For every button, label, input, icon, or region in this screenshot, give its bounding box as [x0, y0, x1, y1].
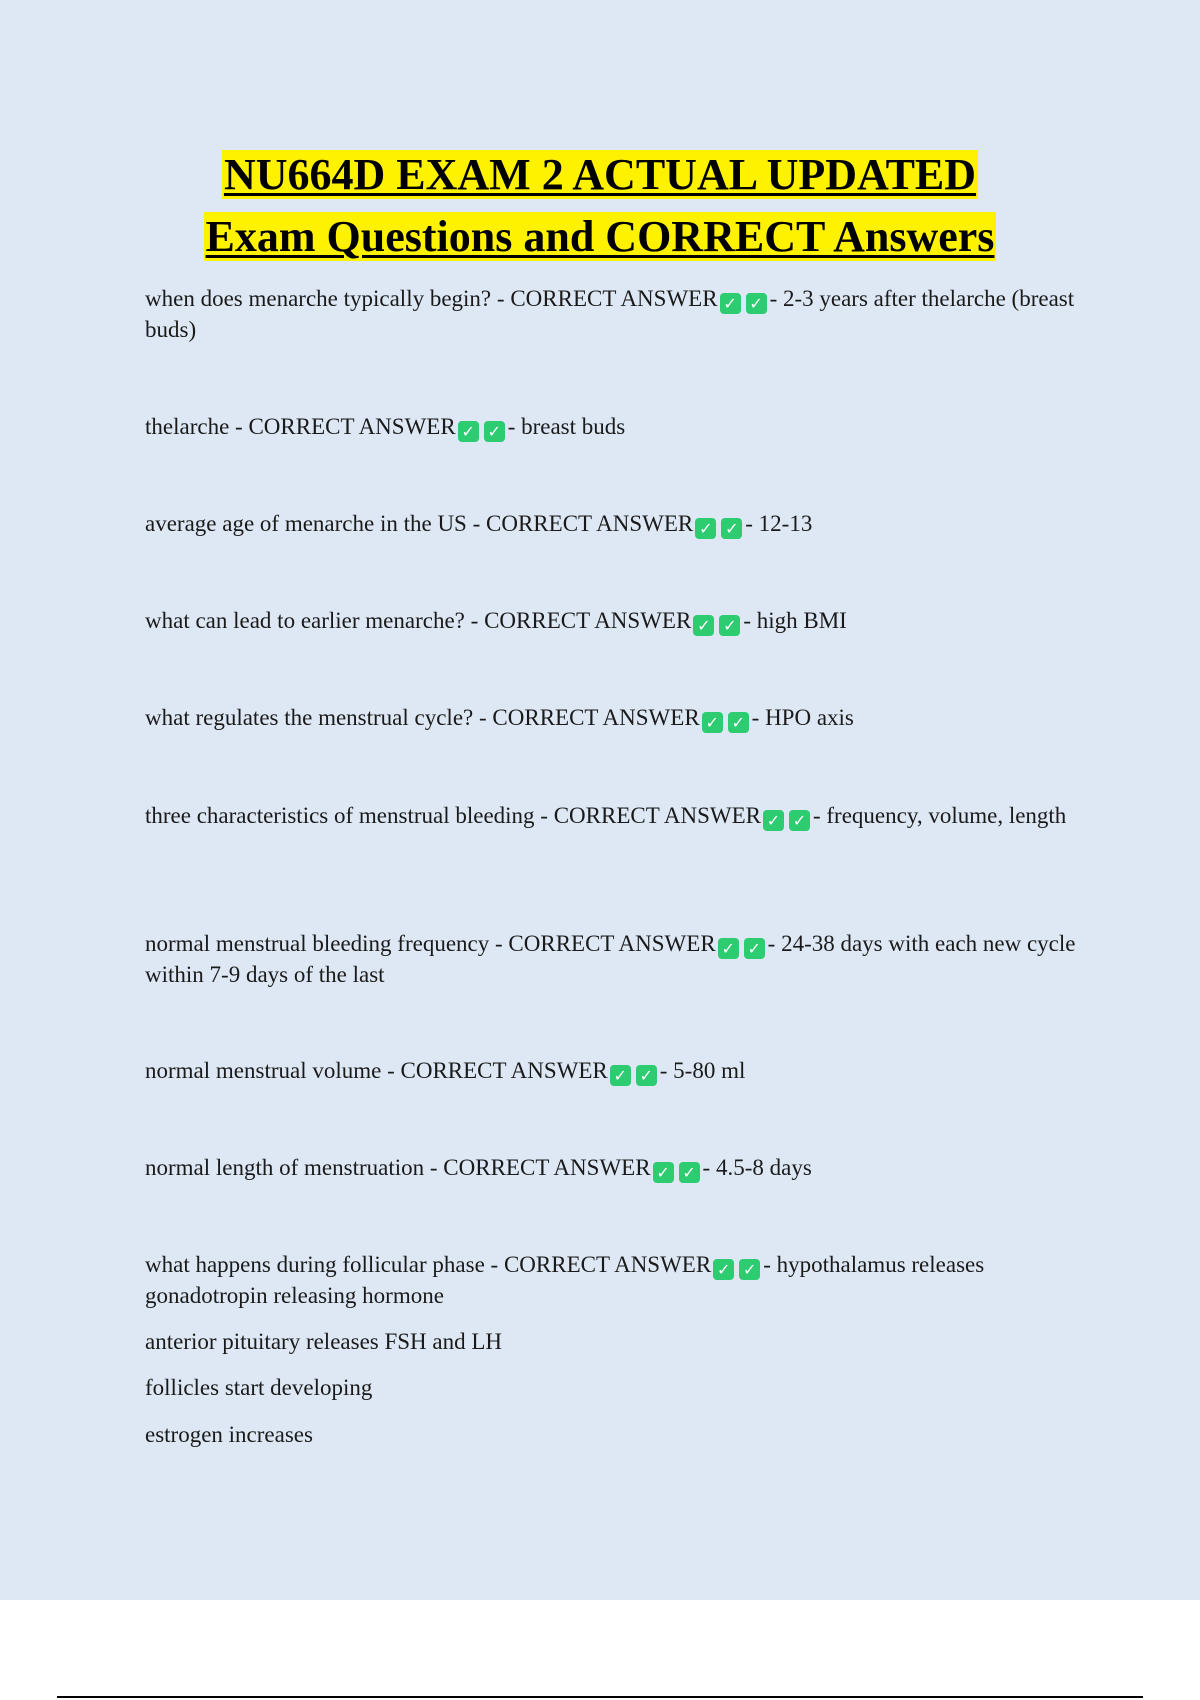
qa-item	[145, 702, 1090, 733]
answer-text: - 4.5-8 days	[702, 1155, 812, 1180]
correct-answer-label: CORRECT ANSWER	[248, 414, 456, 439]
check-box-icon: ✓	[653, 1162, 674, 1183]
question-text: normal menstrual bleeding frequency -	[145, 931, 509, 956]
check-box-icon: ✓	[721, 518, 742, 539]
check-box-icon: ✓	[739, 1259, 760, 1280]
check-box-icon: ✓	[484, 421, 505, 442]
title-line-1: NU664D EXAM 2 ACTUAL UPDATED	[223, 150, 977, 199]
check-box-icon: ✓	[713, 1259, 734, 1280]
check-box-icon: ✓	[679, 1162, 700, 1183]
qa-item	[145, 508, 1090, 539]
follicular-detail-line: estrogen increases	[145, 1422, 313, 1447]
check-box-icon: ✓	[718, 938, 739, 959]
answer-text: - 12-13	[745, 511, 813, 536]
answer-text: - 5-80 ml	[659, 1058, 746, 1083]
check-box-icon: ✓	[719, 615, 740, 636]
correct-answer-label: CORRECT ANSWER	[484, 608, 692, 633]
answer-text: - hypothalamus releases gonadotropin releasing hormone	[145, 1252, 985, 1308]
correct-answer-label: CORRECT ANSWER	[503, 1252, 712, 1277]
check-box-icon: ✓	[789, 810, 810, 831]
answer-text: - frequency, volume, length	[812, 803, 1067, 828]
check-box-icon: ✓	[720, 293, 741, 314]
check-box-icon: ✓	[728, 712, 749, 733]
footer-divider	[57, 1696, 1143, 1698]
qa-item	[145, 283, 1090, 345]
correct-answer-label: CORRECT ANSWER	[553, 803, 761, 828]
correct-answer-label: CORRECT ANSWER	[492, 705, 700, 730]
correct-answer-label: CORRECT ANSWER	[443, 1155, 651, 1180]
answer-text: - 2-3 years after thelarche (breast buds)	[145, 286, 1075, 342]
qa-item	[145, 928, 1090, 990]
document-title	[0, 144, 1200, 268]
follicular-detail-line: follicles start developing	[145, 1375, 373, 1400]
check-box-icon: ✓	[763, 810, 784, 831]
answer-text: - HPO axis	[751, 705, 854, 730]
check-box-icon: ✓	[746, 293, 767, 314]
question-text: average age of menarche in the US -	[145, 511, 487, 536]
check-box-icon: ✓	[610, 1065, 631, 1086]
answer-text: - high BMI	[743, 608, 847, 633]
question-text: what can lead to earlier menarche? -	[145, 608, 485, 633]
title-line-2: Exam Questions and CORRECT Answers	[205, 212, 995, 261]
question-text: normal menstrual volume -	[145, 1058, 401, 1083]
question-text: when does menarche typically begin? -	[145, 286, 511, 311]
qa-item	[145, 1055, 1090, 1086]
correct-answer-label: CORRECT ANSWER	[508, 931, 716, 956]
qa-item	[145, 1152, 1090, 1183]
correct-answer-label: CORRECT ANSWER	[510, 286, 718, 311]
follicular-detail-line: anterior pituitary releases FSH and LH	[145, 1329, 503, 1354]
check-box-icon: ✓	[693, 615, 714, 636]
check-box-icon: ✓	[458, 421, 479, 442]
question-text: thelarche -	[145, 414, 249, 439]
qa-item	[145, 411, 1090, 442]
check-box-icon: ✓	[636, 1065, 657, 1086]
check-box-icon: ✓	[744, 938, 765, 959]
qa-item	[145, 800, 1090, 831]
qa-item	[145, 605, 1090, 636]
qa-item	[145, 1249, 1090, 1311]
question-text: normal length of menstruation -	[145, 1155, 444, 1180]
check-box-icon: ✓	[702, 712, 723, 733]
question-text: what happens during follicular phase -	[145, 1252, 504, 1277]
question-text: what regulates the menstrual cycle? -	[145, 705, 493, 730]
answer-text: - breast buds	[507, 414, 626, 439]
correct-answer-label: CORRECT ANSWER	[486, 511, 694, 536]
question-text: three characteristics of menstrual bleeding -	[145, 803, 554, 828]
check-box-icon: ✓	[695, 518, 716, 539]
answer-text: - 24-38 days with each new cycle within 7-9 days of the last	[145, 931, 1076, 987]
correct-answer-label: CORRECT ANSWER	[400, 1058, 608, 1083]
